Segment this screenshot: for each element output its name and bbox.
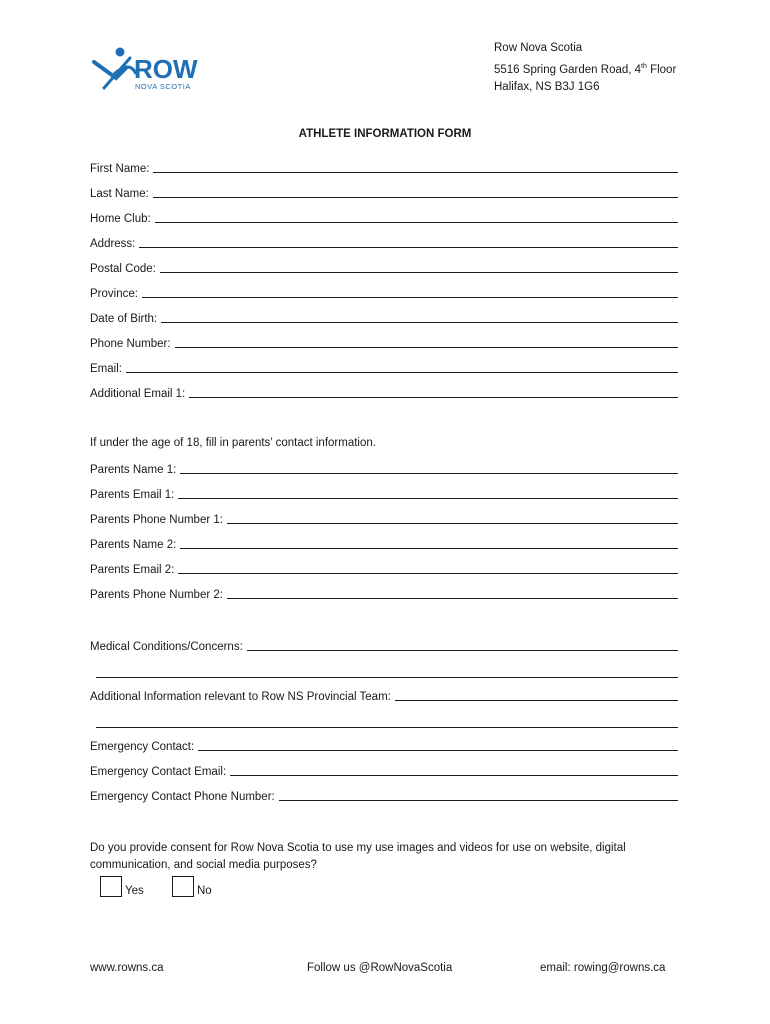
home-club-field[interactable]: Home Club: (90, 209, 678, 225)
form-title: ATHLETE INFORMATION FORM (298, 128, 472, 140)
logo-subtext: NOVA SCOTIA (135, 82, 191, 91)
parents-intro: If under the age of 18, fill in parents’ contact information. (90, 437, 376, 449)
first-name-field[interactable]: First Name: (90, 159, 678, 175)
email-field[interactable]: Email: (90, 359, 678, 375)
address-field[interactable]: Address: (90, 234, 678, 250)
consent-no-label: No (197, 885, 212, 897)
parents-email-2-field[interactable]: Parents Email 2: (90, 560, 678, 576)
emergency-contact-email-field[interactable]: Emergency Contact Email: (90, 762, 678, 778)
footer-website: www.rowns.ca (90, 962, 164, 974)
date-of-birth-field[interactable]: Date of Birth: (90, 309, 678, 325)
medical-conditions-field[interactable]: Medical Conditions/Concerns: (90, 637, 678, 653)
org-address-line2: Halifax, NS B3J 1G6 (494, 80, 600, 93)
footer-email: email: rowing@rowns.ca (540, 962, 666, 974)
logo-wordmark: ROW (134, 54, 198, 84)
parents-phone-2-field[interactable]: Parents Phone Number 2: (90, 585, 678, 601)
phone-number-field[interactable]: Phone Number: (90, 334, 678, 350)
additional-info-field[interactable]: Additional Information relevant to Row NS Provincial Team: (90, 687, 678, 703)
additional-info-continuation-line[interactable] (96, 727, 678, 728)
consent-yes-label: Yes (125, 885, 144, 897)
consent-no-option[interactable] (172, 876, 212, 897)
parents-name-1-field[interactable]: Parents Name 1: (90, 460, 678, 476)
consent-no-checkbox[interactable] (172, 876, 194, 897)
org-address-block (494, 40, 676, 96)
parents-name-2-field[interactable]: Parents Name 2: (90, 535, 678, 551)
consent-yes-option[interactable] (100, 876, 144, 897)
row-nova-scotia-logo (90, 44, 210, 94)
postal-code-field[interactable]: Postal Code: (90, 259, 678, 275)
parents-phone-1-field[interactable]: Parents Phone Number 1: (90, 510, 678, 526)
org-address-line1: 5516 Spring Garden Road, 4th Floor (494, 62, 677, 76)
consent-question: Do you provide consent for Row Nova Scotia to use my use images and videos for use on website, digital communication, and social media purposes? (90, 842, 626, 871)
emergency-contact-field[interactable]: Emergency Contact: (90, 737, 678, 753)
province-field[interactable]: Province: (90, 284, 678, 300)
emergency-contact-phone-field[interactable]: Emergency Contact Phone Number: (90, 787, 678, 803)
last-name-field[interactable]: Last Name: (90, 184, 678, 200)
org-name: Row Nova Scotia (494, 42, 583, 54)
medical-conditions-continuation-line[interactable] (96, 677, 678, 678)
consent-yes-checkbox[interactable] (100, 876, 122, 897)
additional-email-field[interactable]: Additional Email 1: (90, 384, 678, 400)
parents-email-1-field[interactable]: Parents Email 1: (90, 485, 678, 501)
footer-social: Follow us @RowNovaScotia (307, 962, 453, 974)
